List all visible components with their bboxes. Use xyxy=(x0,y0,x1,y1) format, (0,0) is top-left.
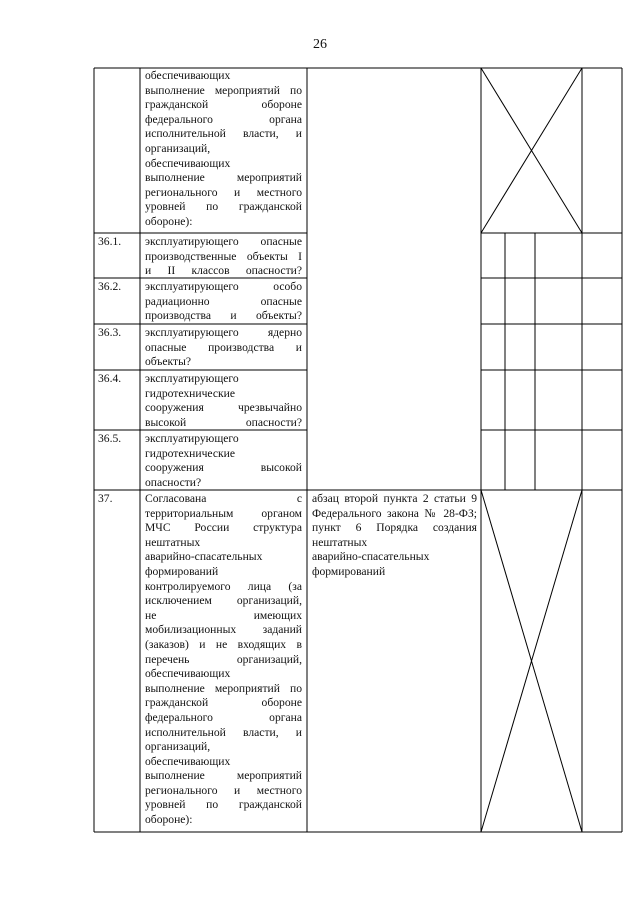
question-line: уровней по гражданской xyxy=(145,200,302,214)
question-cell xyxy=(145,372,302,430)
question-line: эксплуатирующего ядерно xyxy=(145,326,302,339)
question-line: эксплуатирующего опасные xyxy=(145,235,302,248)
question-line: контролируемого лица (за xyxy=(145,579,302,593)
question-line: регионального и местного xyxy=(145,783,302,797)
question-line: уровней по гражданской xyxy=(145,798,302,812)
question-line: обеспечивающих xyxy=(145,156,231,170)
row-number: 36.1. xyxy=(98,235,122,248)
row-number: 37. xyxy=(98,492,113,505)
question-cell xyxy=(145,432,302,490)
question-line: обеспечивающих xyxy=(145,667,231,681)
question-line: производства и объекты? xyxy=(145,309,302,323)
question-cell xyxy=(145,492,302,828)
question-line: не имеющих xyxy=(145,608,302,622)
question-line: и II классов опасности? xyxy=(145,264,302,278)
question-cell xyxy=(145,326,302,370)
question-line: сооружения высокой xyxy=(145,461,302,475)
question-line: нештатных xyxy=(145,535,201,549)
question-line: высокой опасности? xyxy=(145,415,302,429)
question-line: опасности? xyxy=(145,475,202,489)
question-line: МЧС России структура xyxy=(145,521,302,535)
question-line: объекты? xyxy=(145,355,192,369)
question-line: перечень организаций, xyxy=(145,652,302,666)
requirement-line: нештатных xyxy=(312,535,368,549)
question-line: эксплуатирующего xyxy=(145,372,239,385)
requirement-line: формирований xyxy=(312,564,386,578)
question-line: территориальным органом xyxy=(145,506,302,520)
question-line: обороне): xyxy=(145,214,193,228)
question-line: гражданской обороне xyxy=(145,98,302,112)
question-line: регионального и местного xyxy=(145,185,302,199)
question-line: федерального органа xyxy=(145,112,302,126)
question-line: выполнение мероприятий по xyxy=(145,83,302,97)
question-line: производственные объекты I xyxy=(145,249,302,263)
row-number: 36.2. xyxy=(98,280,122,293)
question-cell-continued xyxy=(145,69,302,230)
question-line: организаций, xyxy=(145,141,211,155)
question-line: исключением организаций, xyxy=(145,594,302,608)
question-line: опасные производства и xyxy=(145,340,302,354)
question-line: выполнение мероприятий по xyxy=(145,681,302,695)
question-line: сооружения чрезвычайно xyxy=(145,401,302,415)
question-line: мобилизационных заданий xyxy=(145,623,302,637)
question-line: обороне): xyxy=(145,813,193,827)
requirement-line: абзац второй пункта 2 статьи 9 xyxy=(312,492,477,505)
question-line: исполнительной власти, и xyxy=(145,725,302,739)
question-cell xyxy=(145,235,302,279)
requirement-cell xyxy=(312,492,477,580)
question-line: выполнение мероприятий xyxy=(145,171,302,185)
question-line: обеспечивающих xyxy=(145,69,231,82)
question-line: гидротехнические xyxy=(145,386,235,400)
question-line: Согласована с xyxy=(145,492,302,505)
question-line: (заказов) и не входящих в xyxy=(145,637,302,651)
requirement-line: Федерального закона № 28-ФЗ; xyxy=(312,506,477,520)
page-number: 26 xyxy=(313,37,327,52)
question-cell xyxy=(145,280,302,324)
question-line: формирований xyxy=(145,564,219,578)
question-line: исполнительной власти, и xyxy=(145,127,302,141)
row-number: 36.4. xyxy=(98,372,122,385)
row-number: 36.5. xyxy=(98,432,122,445)
question-line: гражданской обороне xyxy=(145,696,302,710)
requirement-line: пункт 6 Порядка создания xyxy=(312,521,477,535)
question-line: аварийно-спасательных xyxy=(145,550,263,564)
question-line: эксплуатирующего особо xyxy=(145,280,302,293)
requirement-line: аварийно-спасательных xyxy=(312,550,430,564)
row-number: 36.3. xyxy=(98,326,122,339)
question-line: обеспечивающих xyxy=(145,754,231,768)
question-line: радиационно опасные xyxy=(145,294,302,308)
question-line: гидротехнические xyxy=(145,446,235,460)
question-line: выполнение мероприятий xyxy=(145,769,302,783)
question-line: организаций, xyxy=(145,740,211,754)
question-line: эксплуатирующего xyxy=(145,432,239,445)
question-line: федерального органа xyxy=(145,710,302,724)
